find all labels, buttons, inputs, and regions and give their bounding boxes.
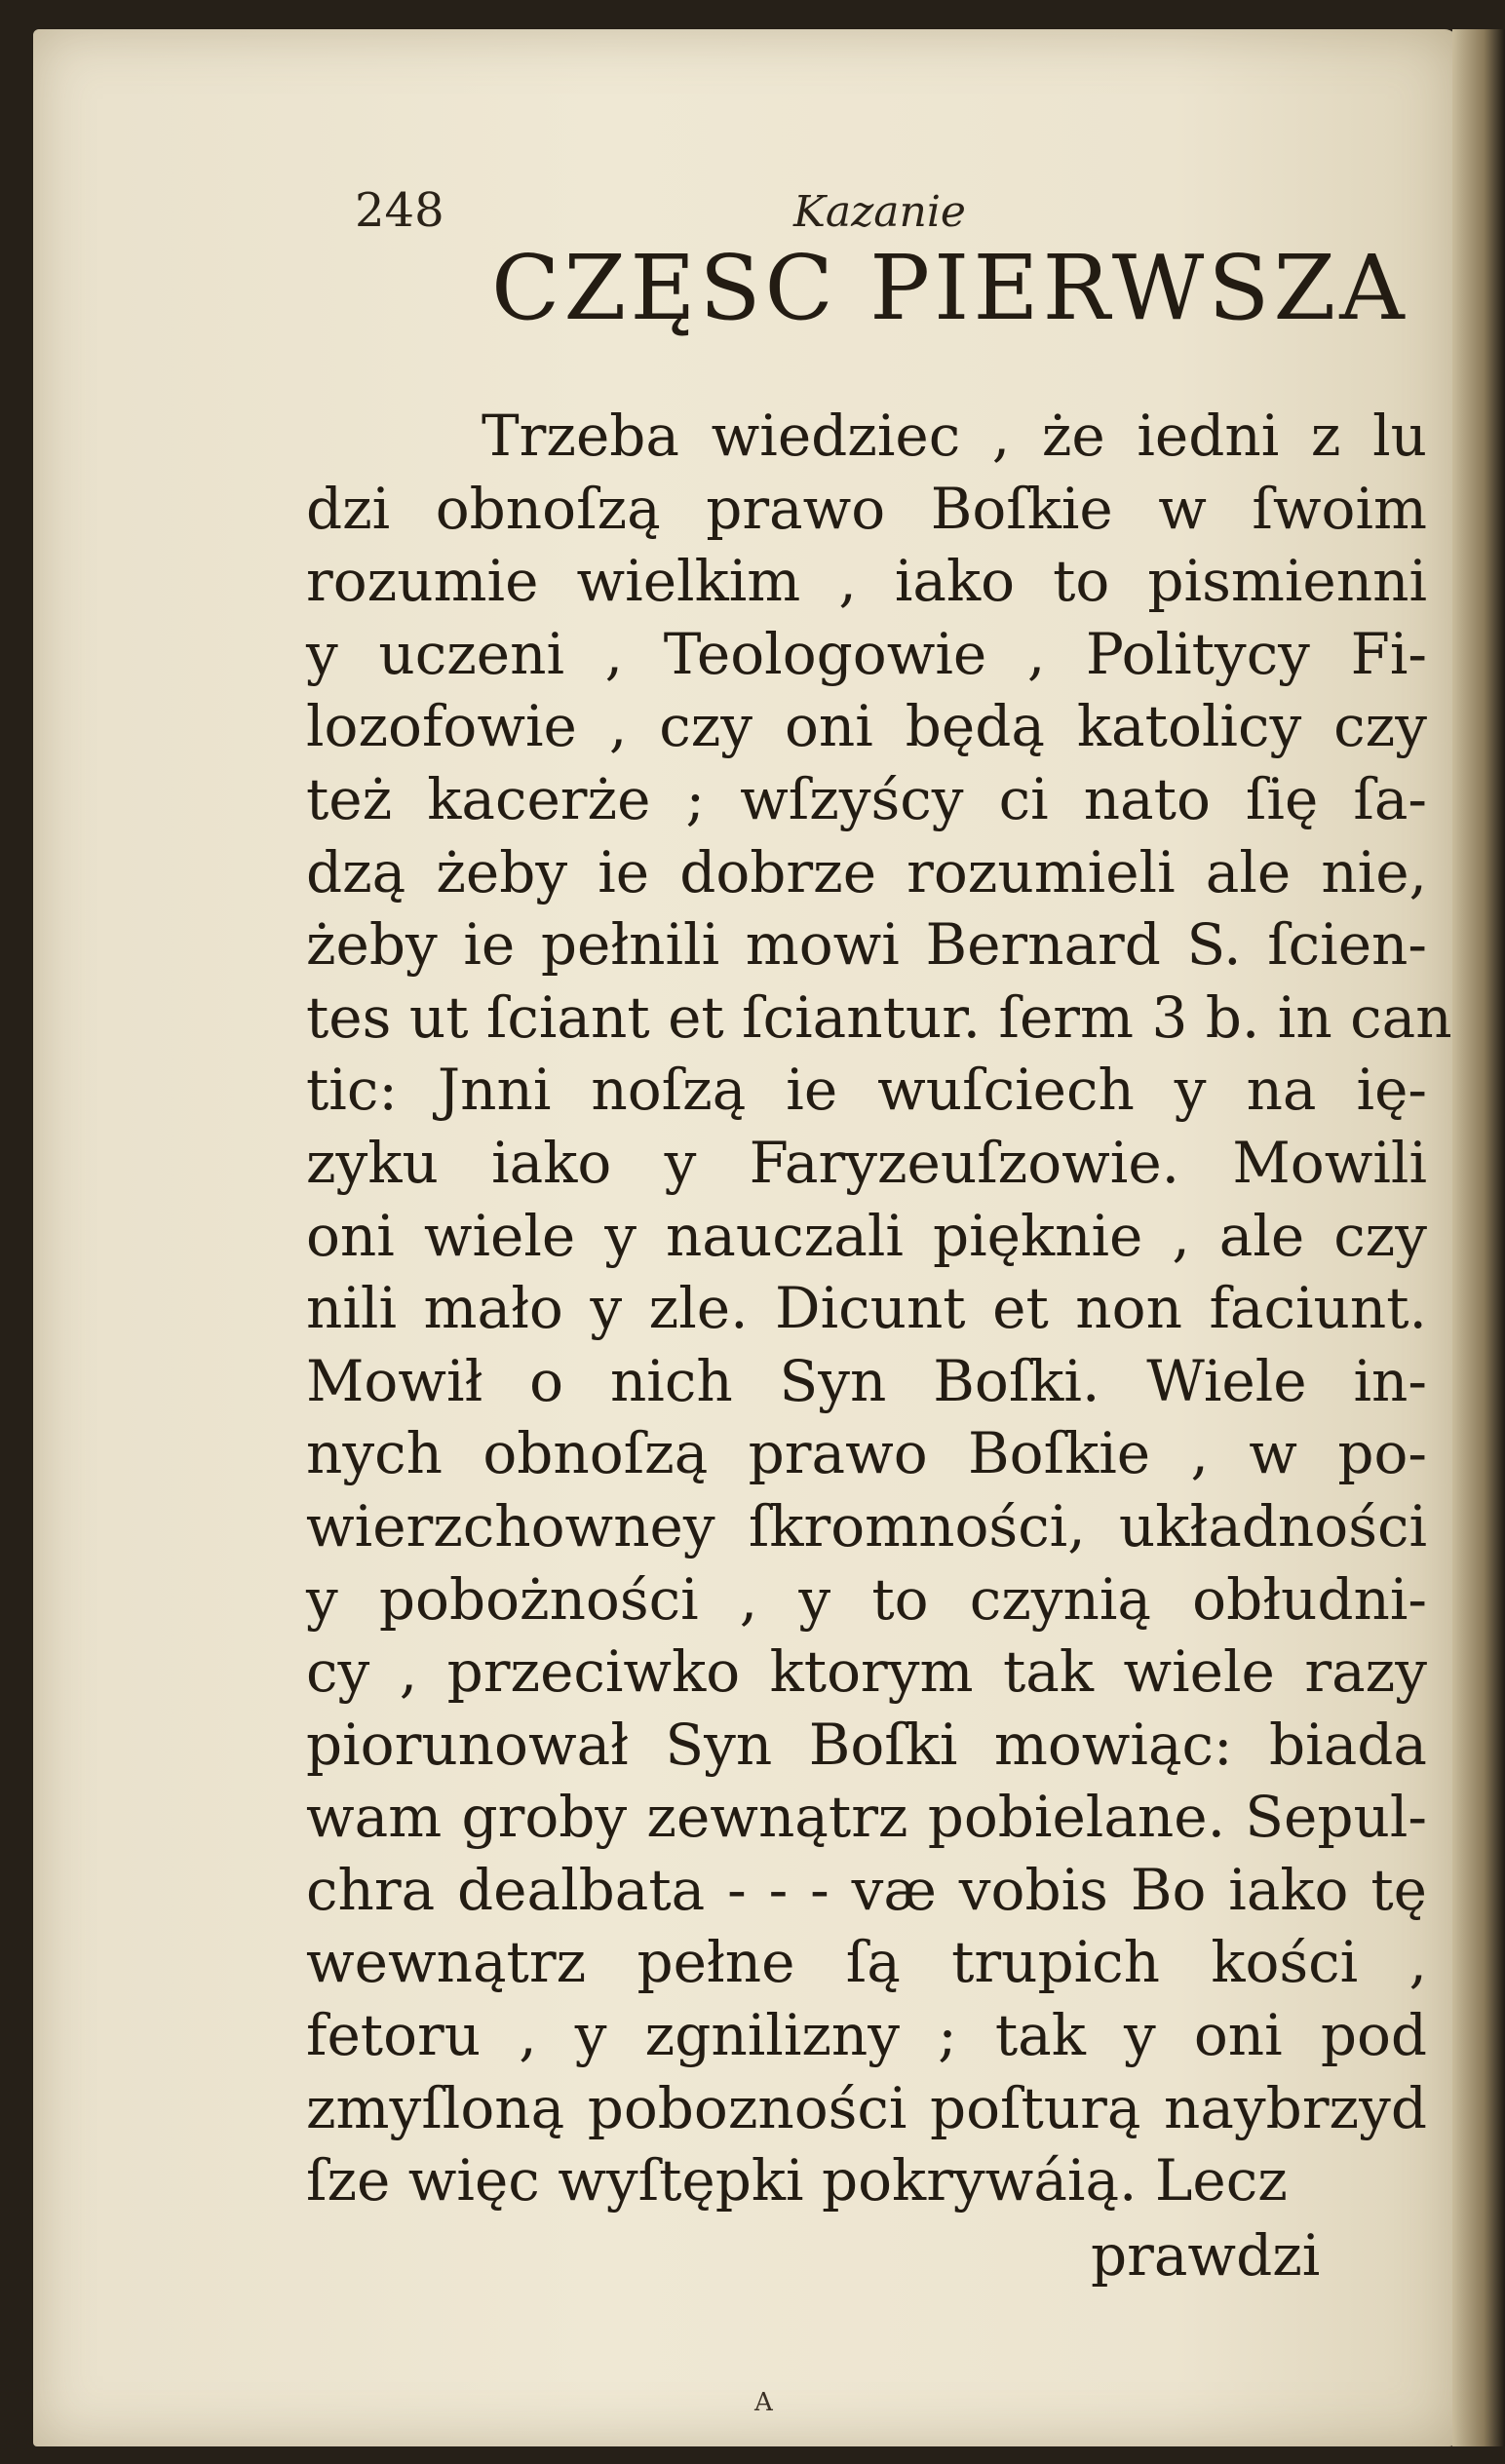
text-line: Trzeba wiedziec , że iedni z lu xyxy=(482,403,1427,469)
text-line: nili mało y zle. Dicunt et non faciunt. xyxy=(306,1275,1427,1342)
text-line: zyku iako y Faryzeuſzowie. Mowili xyxy=(306,1129,1427,1196)
running-head: Kazanie xyxy=(793,187,966,237)
text-line: lozofowie , czy oni będą katolicy czy xyxy=(306,693,1427,760)
text-line: nych obnoſzą prawo Boſkie , w po- xyxy=(306,1420,1427,1487)
body-text xyxy=(306,400,1452,2217)
page-header xyxy=(355,175,1232,238)
text-line: cy , przeciwko ktorym tak wiele razy xyxy=(306,1638,1427,1706)
catchword: prawdzi xyxy=(1091,2222,1321,2289)
text-line: oni wiele y nauczali pięknie , ale czy xyxy=(306,1202,1427,1269)
text-line: wam groby zewnątrz pobielane. Sepul- xyxy=(306,1784,1427,1851)
book-page xyxy=(33,29,1458,2446)
text-line: piorunował Syn Boſki mowiąc: biada xyxy=(306,1711,1427,1778)
text-line: Mowił o nich Syn Boſki. Wiele in- xyxy=(306,1347,1427,1414)
text-line: ſze więc wyſtępki pokrywáią. Lecz xyxy=(306,2147,1288,2214)
text-line: y pobożności , y to czynią obłudni- xyxy=(306,1565,1427,1633)
text-line: rozumie wielkim , iako to pismienni xyxy=(306,548,1427,615)
signature-mark: A xyxy=(754,2388,773,2417)
text-line: chra dealbata - - - væ vobis Bo iako tę xyxy=(306,1856,1427,1923)
text-line: wewnątrz pełne ſą trupich kości , xyxy=(306,1929,1427,1996)
section-title: CZĘSC PIERWSZA xyxy=(491,236,1409,340)
text-line: też kacerże ; wſzyścy ci nato ſię ſa- xyxy=(306,765,1427,832)
text-line: y uczeni , Teologowie , Politycy Fi- xyxy=(306,620,1427,687)
text-line: tic: Jnni noſzą ie wuſciech y na ię- xyxy=(306,1057,1427,1124)
text-line: wierzchowney ſkromności, układności xyxy=(306,1492,1427,1559)
text-line: żeby ie pełnili mowi Bernard S. ſcien- xyxy=(306,911,1427,979)
page-fold-shadow xyxy=(1452,29,1505,2446)
text-line: fetoru , y zgnilizny ; tak y oni pod xyxy=(306,2002,1427,2069)
text-line: tes ut ſciant et ſciantur. ſerm 3 b. in can xyxy=(306,983,1452,1051)
text-line: zmyſloną pobozności poſturą naybrzyd xyxy=(306,2074,1427,2141)
text-line: dzi obnoſzą prawo Boſkie w ſwoim xyxy=(306,475,1427,542)
page-number: 248 xyxy=(355,183,444,238)
text-line: dzą żeby ie dobrze rozumieli ale nie, xyxy=(306,838,1427,905)
